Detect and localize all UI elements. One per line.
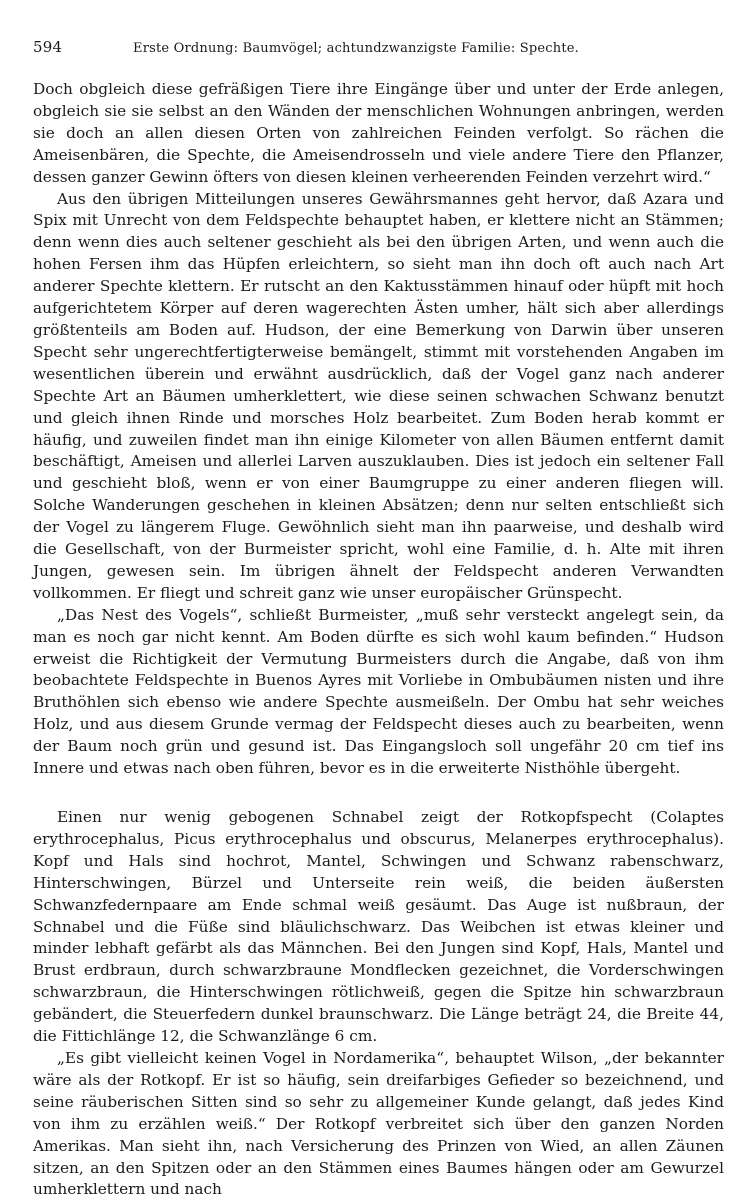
paragraph-continuation: Doch obgleich diese gefräßigen Tiere ihre Eingänge über und unter der Erde anlegen, obgleich sie sie selbst an den Wänden der menschlichen Wohnungen anbringen, werden sie doch an allen diesen Orten von zahlreichen Feinden verfolgt. So rächen die Ameisenbären, die Spechte, die Ameisendrosseln und viele andere Tiere den Pflanzer, dessen ganzer Gewinn öfters von diesen kleinen verheerenden Feinden verzehrt wird.“	[33, 80, 724, 186]
paragraph-feldspecht-nest: „Das Nest des Vogels“, schließt Burmeister, „muß sehr versteckt angelegt sein, da man es noch gar nicht kennt. Am Boden dürfte es sich wohl kaum befinden.“ Hudson erweist die Richtigkeit der Vermutung Burmeisters durch die Angabe, daß von ihm beobachtete Feldspechte in Buenos Ayres mit Vorliebe in Ombubäumen nisten und ihre Bruthöhlen sich ebenso wie andere Spechte ausmeißeln. Der Ombu hat sehr weiches Holz, und aus diesem Grunde vermag der Feldspecht dieses auch zu bearbeiten, wenn der Baum noch grün und gesund ist. Das Eingangsloch soll ungefähr 20 cm tief ins Innere und etwas nach oben führen, bevor es in die erweiterte Nisthöhle übergeht.	[33, 605, 724, 778]
paragraph-rotkopfspecht-wilson: „Es gibt vielleicht keinen Vogel in Nordamerika“, behauptet Wilson, „der bekannter wäre als der Rotkopf. Er ist so häufig, sein dreifarbiges Gefieder so bezeichnend, und seine räuberischen Sitten sind so sehr zu allgemeiner Kunde gelangt, daß jedes Kind von ihm zu erzählen weiß.“ Der Rotkopf verbreitet sich über den ganzen Norden Amerikas. Man sieht ihn, nach Versicherung des Prinzen von Wied, an allen Zäunen sitzen, an den Spitzen oder an den Stämmen eines Baumes hängen oder am Gewurzel umherklettern und nach	[33, 1048, 724, 1199]
running-title: Erste Ordnung: Baumvögel; achtundzwanzigste Familie: Spechte.	[133, 41, 579, 56]
section-divider	[33, 780, 724, 807]
page-number: 594	[33, 38, 63, 56]
paragraph-feldspecht-habits: Aus den übrigen Mitteilungen unseres Gewährsmannes geht hervor, daß Azara und Spix mit Unrecht von dem Feldspechte behauptet haben, er klettere nicht an Stämmen; denn wenn dies auch seltener geschieht als bei den übrigen Arten, und wenn auch die hohen Fersen ihm das Hüpfen erleichtern, so sieht man ihn doch oft auch nach Art anderer Spechte klettern. Er rutscht an den Kaktusstämmen hinauf oder hüpft mit hoch aufgerichtetem Körper auf deren wagerechten Ästen umher, hält sich aber allerdings größtenteils am Boden auf. Hudson, der eine Bemerkung von Darwin über unseren Specht sehr ungerechtfertigterweise bemängelt, stimmt mit vorstehenden Angaben im wesentlichen überein und erwähnt ausdrücklich, daß der Vogel ganz nach anderer Spechte Art an Bäumen umherklettert, wie diese seinen schwachen Schwanz benutzt und gleich ihnen Rinde und morsches Holz bearbeitet. Zum Boden herab kommt er häufig, und zuweilen findet man ihn einige Kilometer von allen Bäumen entfernt damit beschäftigt, Ameisen und allerlei Larven auszuklauben. Dies ist jedoch ein seltener Fall und geschieht bloß, wenn er von einer Baumgruppe zu einer anderen fliegen will. Solche Wanderungen geschehen in kleinen Absätzen; denn nur selten entschließt sich der Vogel zu längerem Fluge. Gewöhnlich sieht man ihn paarweise, und deshalb wird die Gesellschaft, von der Burmeister spricht, wohl eine Familie, d. h. Alte mit ihren Jungen, gewesen sein. Im übrigen ähnelt der Feldspecht anderen Verwandten vollkommen. Er fliegt und schreit ganz wie unser europäischer Grünspecht.	[33, 189, 724, 602]
page-header	[33, 38, 724, 64]
paragraph-rotkopfspecht-description: Einen nur wenig gebogenen Schnabel zeigt der Rotkopfspecht (Colaptes erythrocephalus, Picus erythrocephalus und obscurus, Melanerpes erythrocephalus). Kopf und Hals sind hochrot, Mantel, Schwingen und Schwanz rabenschwarz, Hinterschwingen, Bürzel und Unterseite rein weiß, die beiden äußersten Schwanzfedernpaare am Ende schmal weiß gesäumt. Das Auge ist nußbraun, der Schnabel und die Füße sind bläulichschwarz. Das Weibchen ist etwas kleiner und minder lebhaft gefärbt als das Männchen. Bei den Jungen sind Kopf, Hals, Mantel und Brust erdbraun, durch schwarzbraune Mondflecken gezeichnet, die Vorderschwingen schwarzbraun, die Hinterschwingen rötlichweiß, gegen die Spitze hin schwarzbraun gebändert, die Steuerfedern dunkel braunschwarz. Die Länge beträgt 24, die Breite 44, die Fittichlänge 12, die Schwanzlänge 6 cm.	[33, 808, 724, 1046]
